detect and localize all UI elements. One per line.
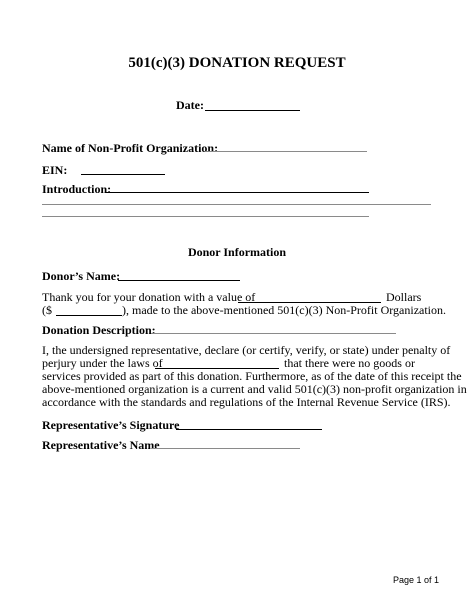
donor-section-heading: Donor Information: [187, 245, 287, 259]
declaration-line-2-end: that there were no goods or: [284, 356, 415, 370]
org-name-field[interactable]: [205, 151, 367, 152]
introduction-label: Introduction:: [42, 182, 112, 196]
donation-description-field[interactable]: [151, 333, 396, 334]
introduction-field-2[interactable]: [42, 204, 431, 205]
rep-name-label: Representative’s Name: [42, 438, 160, 452]
introduction-field-1[interactable]: [105, 192, 369, 193]
declaration-line-1: I, the undersigned representative, declare (or certify, verify, or state) under penalty of: [42, 343, 451, 357]
donor-name-field[interactable]: [118, 280, 240, 281]
page-title: 501(c)(3) DONATION REQUEST: [128, 55, 346, 71]
page-number: Page 1 of 1: [393, 575, 440, 585]
org-name-label: Name of Non-Profit Organization:: [42, 141, 219, 155]
ein-field[interactable]: [81, 174, 165, 175]
declaration-line-2-start: perjury under the laws of: [42, 356, 163, 370]
date-field[interactable]: [205, 110, 300, 111]
thanks-text-2-start: ($: [42, 303, 52, 317]
rep-name-field[interactable]: [152, 448, 300, 449]
thanks-text-2-end: ), made to the above-mentioned 501(c)(3) Non-Profit Organization.: [122, 303, 447, 317]
donation-description-label: Donation Description:: [42, 323, 156, 337]
ein-label: EIN:: [42, 163, 68, 177]
thanks-dollars: Dollars: [386, 290, 422, 304]
declaration-line-5: accordance with the standards and regulations of the Internal Revenue Service (IRS).: [42, 395, 451, 409]
introduction-field-3[interactable]: [42, 216, 369, 217]
declaration-line-4: above-mentioned organization is a current and valid 501(c)(3) non-profit organization in: [42, 382, 467, 396]
dollar-amount-field[interactable]: [56, 315, 122, 316]
signature-label: Representative’s Signature: [42, 418, 180, 432]
thanks-text-1: Thank you for your donation with a value of: [42, 290, 256, 304]
declaration-line-3: services provided as part of this donation. Furthermore, as of the date of this receipt the: [42, 369, 462, 383]
date-label: Date:: [176, 98, 204, 112]
donor-name-label: Donor’s Name:: [42, 269, 121, 283]
signature-field[interactable]: [176, 429, 322, 430]
